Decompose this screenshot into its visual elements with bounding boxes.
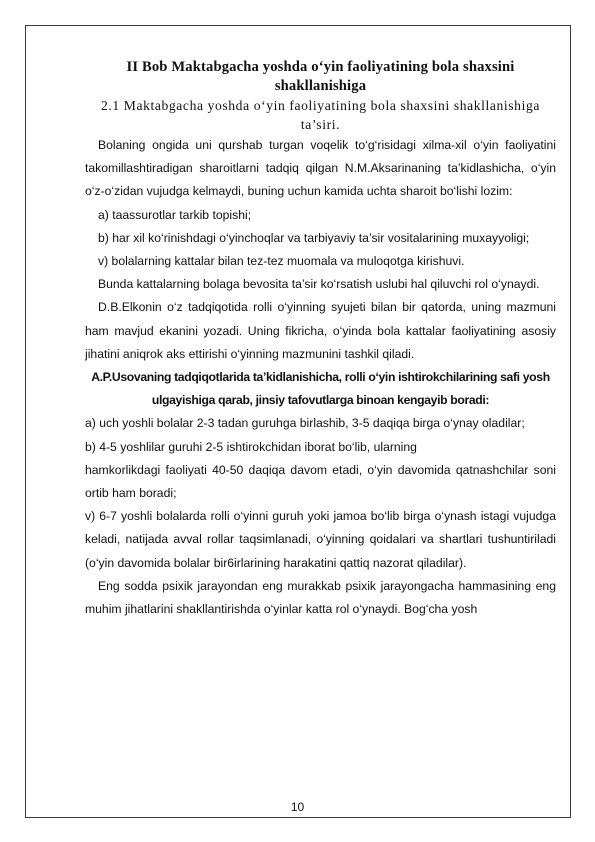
paragraph: Eng sodda psixik jarayondan eng murakkab psixik jarayongacha hammasining eng muhim jihatlarini shakllantirishda o‘yinlar katta rol o‘ynaydi. Bog‘cha yosh bbox=[85, 578, 556, 617]
list-item: v) 6-7 yoshli bolalarda rolli o‘yinni guruh yoki jamoa bo‘lib birga o‘ynash istagi vujudga keladi, natijada avval rollar taqsimlanadi, o‘yinning qoidalari va shartlari tushuntiriladi (o‘yin davomida bolalar bir6irlarining harakatini qattiq nazorat qiladilar). bbox=[85, 509, 556, 570]
list-item: b) har xil ko‘rinishdagi o‘yinchoqlar va tarbiyaviy ta’sir vositalarining muxayyoligi; bbox=[98, 230, 530, 245]
chapter-title: II Bob Maktabgacha yoshda o‘yin faoliyatining bola shaxsini shakllanishiga bbox=[126, 59, 515, 94]
list-item: hamkorlikdagi faoliyati 40-50 daqiqa davom etadi, o‘yin davomida qatnashchilar soni ortib ham boradi; bbox=[85, 462, 556, 501]
list-item: v) bolalarning kattalar bilan tez-tez muomala va muloqotga kirishuvi. bbox=[98, 254, 465, 269]
paragraph: D.B.Elkonin o‘z tadqiqotida rolli o‘yinning syujeti bilan bir qatorda, uning mazmuni ham mavjud ekanini yozadi. Uning fikricha, o‘yinda bola kattalar faoliyatining asosiy jihatini aniqrok aks ettirishi o‘yinning mazmunini tashkil qiladi. bbox=[85, 300, 556, 361]
page-number: 10 bbox=[290, 800, 305, 814]
page-content bbox=[85, 58, 556, 621]
paragraph: Bolaning ongida uni qurshab turgan voqelik to‘g‘risidagi xilma-xil o‘yin faoliyatini takomillashtiradigan sharoitlarni tadqiq qilgan N.M.Aksarinaning ta’kidlashicha, o‘yin o‘z-o‘zidan vujudga kelmaydi, buning uchun kamida uchta sharoit bo‘lishi lozim: bbox=[85, 138, 556, 199]
subheading: A.P.Usovaning tadqiqotlarida ta’kidlanishicha, rolli o‘yin ishtirokchilarining safi yosh ulgayishiga qarab, jinsiy tafovutlarga binoan kengayib boradi: bbox=[91, 370, 550, 408]
paragraph: Bunda kattalarning bolaga bevosita ta’sir ko‘rsatish uslubi hal qiluvchi rol o‘ynaydi. bbox=[98, 277, 540, 292]
section-title: 2.1 Maktabgacha yoshda o‘yin faoliyatining bola shaxsini shakllanishiga ta’siri. bbox=[100, 98, 540, 132]
list-item: b) 4-5 yoshlilar guruhi 2-5 ishtirokchidan iborat bo‘lib, ularning bbox=[85, 439, 417, 454]
list-item: a) taassurotlar tarkib topishi; bbox=[98, 207, 252, 222]
list-item: a) uch yoshli bolalar 2-3 tadan guruhga birlashib, 3-5 daqiqa birga o‘ynay oladilar; bbox=[85, 416, 525, 431]
